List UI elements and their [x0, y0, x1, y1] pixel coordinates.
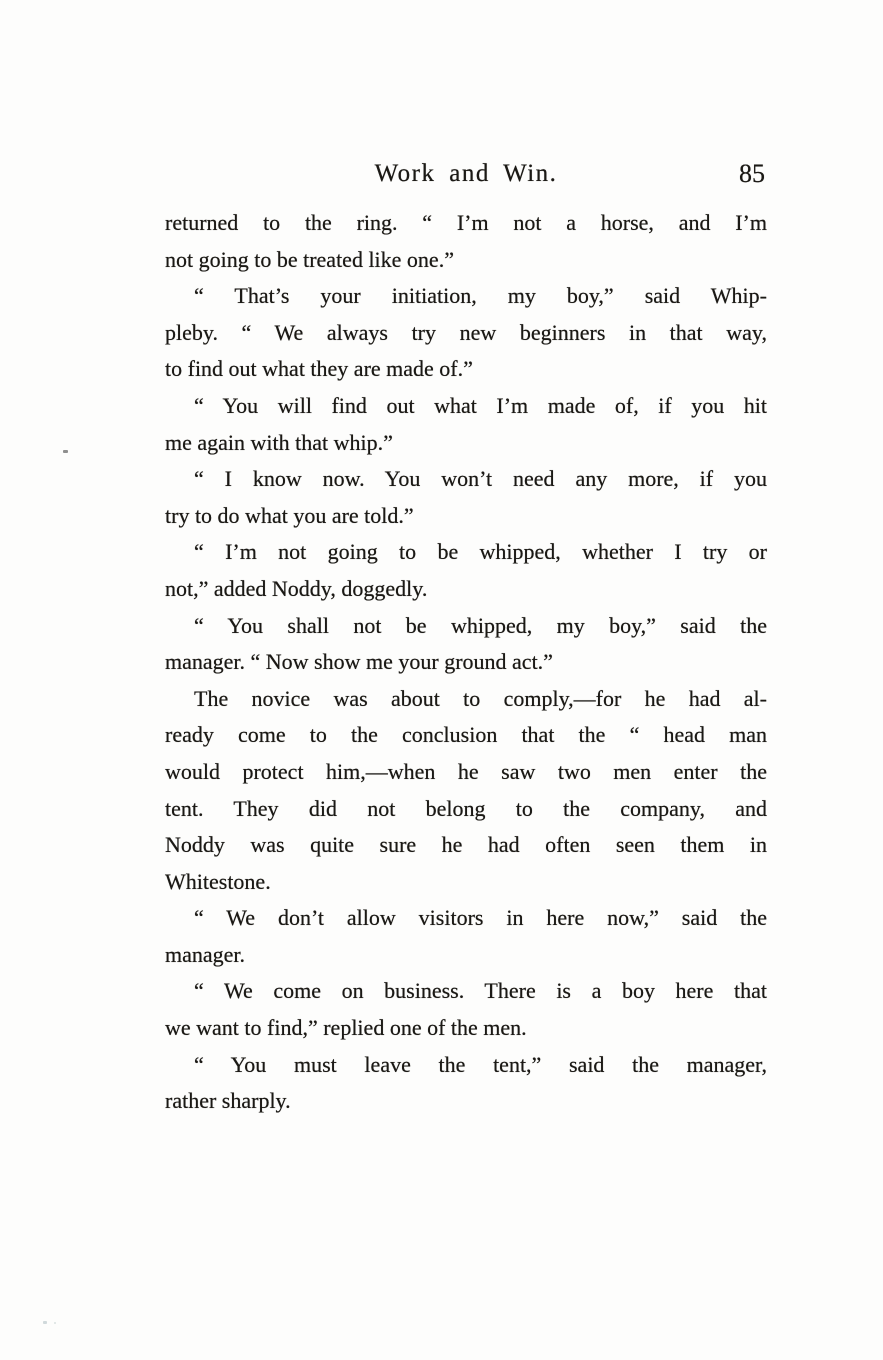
running-header: [165, 160, 767, 200]
text-line: to find out what they are made of.”: [165, 356, 473, 382]
text-line: rather sharply.: [165, 1088, 291, 1114]
text-line: “ You will find out what I’m made of, if you hit: [194, 392, 767, 418]
text-line: “ We come on business. There is a boy here that: [194, 978, 767, 1004]
paragraph: [165, 461, 767, 534]
page-number: 85: [739, 159, 765, 188]
text-line: try to do what you are told.”: [165, 502, 414, 528]
running-title: Work and Win.: [374, 160, 558, 187]
text-line: Noddy was quite sure he had often seen them in: [165, 832, 767, 858]
text-line: ready come to the conclusion that the “ head man: [165, 722, 767, 748]
text-line: “ That’s your initiation, my boy,” said Whip-: [194, 283, 767, 309]
text-line: manager. “ Now show me your ground act.”: [165, 649, 553, 675]
text-line: me again with that whip.”: [165, 429, 393, 455]
scan-speck: [54, 1322, 56, 1324]
text-line: “ You must leave the tent,” said the manager,: [194, 1051, 767, 1077]
scan-speck: [43, 1321, 47, 1324]
paragraph: [165, 973, 767, 1046]
page-body: [165, 205, 767, 1120]
paragraph: [165, 608, 767, 681]
scan-speck: [63, 450, 68, 453]
text-line: we want to find,” replied one of the men.: [165, 1015, 527, 1041]
text-line: “ I know now. You won’t need any more, if you: [194, 466, 767, 492]
text-line: “ You shall not be whipped, my boy,” said the: [194, 612, 767, 638]
text-line: would protect him,—when he saw two men enter the: [165, 758, 767, 784]
text-line: The novice was about to comply,—for he had al-: [194, 685, 767, 711]
paragraph: [165, 900, 767, 973]
text-line: tent. They did not belong to the company, and: [165, 795, 767, 821]
text-line: pleby. “ We always try new beginners in that way,: [165, 319, 767, 345]
text-line: “ I’m not going to be whipped, whether I try or: [194, 539, 767, 565]
text-line: manager.: [165, 941, 246, 967]
text-line: Whitestone.: [165, 868, 271, 894]
text-line: not,” added Noddy, doggedly.: [165, 575, 428, 601]
paragraph: [165, 534, 767, 607]
paragraph: [165, 388, 767, 461]
paragraph: [165, 681, 767, 901]
text-line: returned to the ring. “ I’m not a horse, and I’m: [165, 210, 767, 235]
text-line: “ We don’t allow visitors in here now,” said the: [194, 905, 767, 931]
text-line: not going to be treated like one.”: [165, 246, 454, 272]
paragraph: [165, 205, 767, 278]
paragraph: [165, 278, 767, 388]
paragraph: [165, 1047, 767, 1120]
